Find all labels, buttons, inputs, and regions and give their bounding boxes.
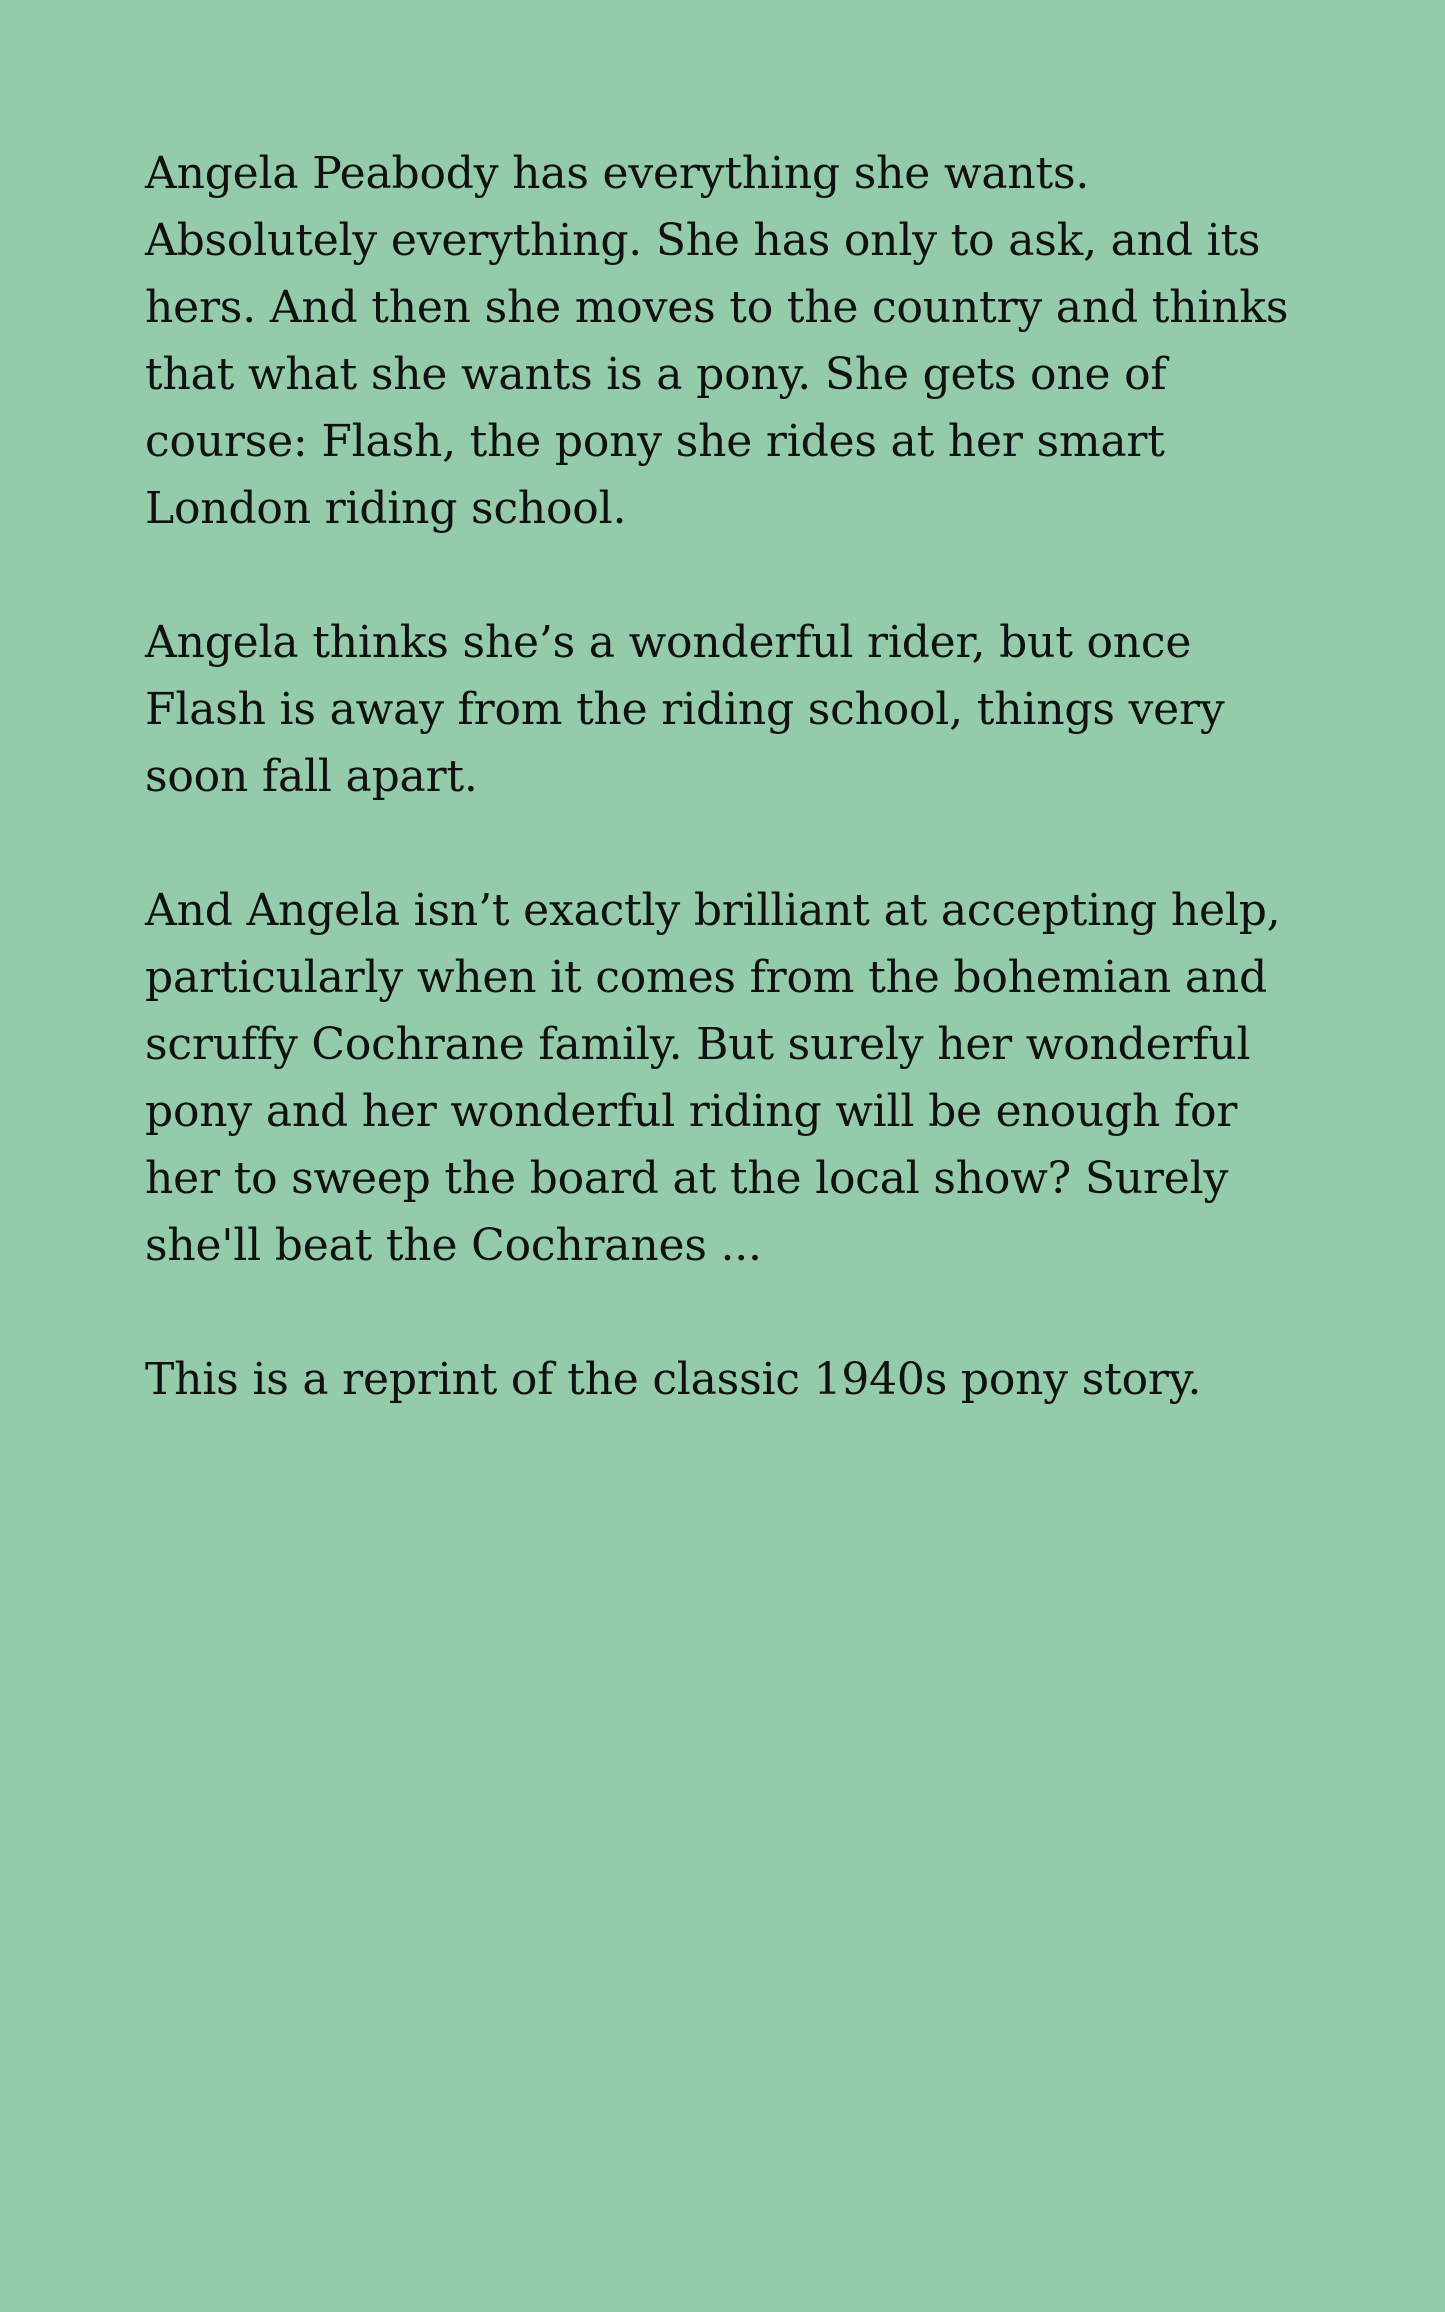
paragraph-cochranes <box>145 877 1325 1279</box>
text-line: particularly when it comes from the bohemian and <box>145 952 1268 1003</box>
text-line: her to sweep the board at the local show? Surely <box>145 1153 1229 1204</box>
paragraph-reprint-note <box>145 1346 1325 1413</box>
text-line: soon fall apart. <box>145 751 478 802</box>
text-line: Absolutely everything. She has only to ask, and its <box>145 215 1261 266</box>
text-line: And Angela isn’t exactly brilliant at accepting help, <box>145 885 1281 936</box>
book-description <box>145 140 1325 1480</box>
text-line: London riding school. <box>145 483 627 534</box>
text-line: course: Flash, the pony she rides at her smart <box>145 416 1165 467</box>
text-line: she'll beat the Cochranes ... <box>145 1220 762 1271</box>
paragraph-rider <box>145 609 1325 810</box>
text-line: This is a reprint of the classic 1940s pony story. <box>145 1354 1202 1405</box>
text-line: Angela Peabody has everything she wants. <box>145 148 1090 199</box>
text-line: scruffy Cochrane family. But surely her wonderful <box>145 1019 1251 1070</box>
text-line: that what she wants is a pony. She gets one of <box>145 349 1167 400</box>
text-line: pony and her wonderful riding will be enough for <box>145 1086 1238 1137</box>
paragraph-intro <box>145 140 1325 542</box>
text-line: Angela thinks she’s a wonderful rider, but once <box>145 617 1192 668</box>
text-line: hers. And then she moves to the country and thinks <box>145 282 1289 333</box>
text-line: Flash is away from the riding school, things very <box>145 684 1225 735</box>
